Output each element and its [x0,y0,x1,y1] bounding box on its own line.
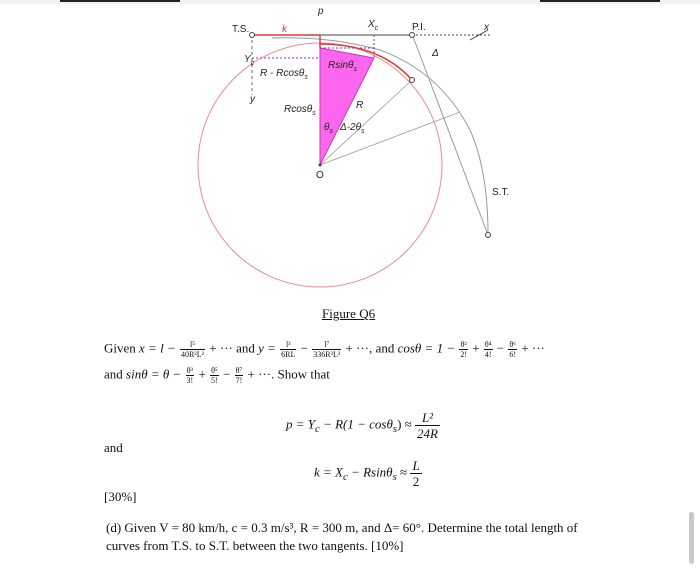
pi-point [410,33,415,38]
y-lhs: y = [258,340,276,356]
cos-lhs: cosθ = 1 − [397,340,456,356]
sc-point [410,78,415,83]
cos-fraction-2: $\frac{\text{θ⁴}}{4!}$ [484,340,492,359]
sin-fraction-1: $\frac{\text{θ³}}{3!}$ [186,366,194,385]
y-tail: + ···, and [345,340,395,356]
cos-tail: + ··· [521,340,545,356]
x-tail: + ··· and [209,340,255,356]
ts-point [250,33,255,38]
part-d-line-2: curves from T.S. to S.T. between the two tangents. [10%] [106,538,404,553]
part-d-line-1: (d) Given V = 80 km/h, c = 0.3 m/s³, R = 300 m, and Δ= 60°. Determine the total length of [106,520,578,535]
label-theta-s: $\theta_s$ [324,122,333,135]
sin-plus: + [198,366,206,382]
x-lhs: x = l − [139,340,176,356]
label-k: k [282,24,287,35]
and-sin: and [104,366,123,382]
transition-curve-path [272,38,488,235]
label-ts: T.S. [232,24,250,35]
sin-fraction-3: $\frac{\text{θ⁷}}{7!}$ [235,366,243,385]
given-line-2 [104,366,330,385]
y-minus: − [300,340,308,356]
equation-k: $k = X_c - Rsin\theta_s$ ≈ $\frac{L}{2}$ [314,458,420,489]
label-delta: Δ [432,48,439,59]
sin-minus: − [222,366,231,382]
cos-minus: − [496,340,505,356]
label-delta-minus: $\Delta-2\theta_s$ [340,122,365,135]
given-intro: Given [104,340,136,356]
cos-fraction-3: $\frac{\text{θ⁶}}{6!}$ [509,340,517,359]
sin-tail: + ···. Show that [247,366,330,382]
st-point [486,233,491,238]
label-p: p [318,6,324,17]
label-pi: P.I. [412,22,426,33]
sin-fraction-2: $\frac{\text{θ⁵}}{5!}$ [211,366,218,385]
figure-caption: Figure Q6 [322,306,376,321]
y-fraction-2: $\frac{\text{l⁷}}{\text{336R³L³}}$ [313,340,341,359]
equation-p: $p = Y_c - R(1 - \cos\theta_s)$ ≈ $\frac{\text{L²}}{24R}$ [286,410,438,441]
eq-p-fraction: $\frac{\text{L²}}{24R}$ [417,410,438,441]
marks-30: [30%] [104,489,137,504]
label-center-o: O [316,170,324,181]
y-fraction-1: $\frac{\text{l³}}{6RL}$ [281,340,296,359]
label-st: S.T. [492,187,510,198]
label-x: x [484,22,489,33]
cos-plus: + [472,340,480,356]
and-word: and [104,440,123,455]
label-rcos: Rcosθ$_s$ [284,104,316,117]
x-fraction: $\frac{\text{l⁵}}{\text{40R²L²}}$ [180,340,204,359]
sin-lhs: sinθ = θ − [126,366,182,382]
cos-fraction-1: $\frac{\text{θ²}}{2!}$ [460,340,468,359]
exit-tangent-line [412,34,488,235]
label-r: R [356,100,364,111]
label-y: y [250,94,255,105]
label-yc: $Y_c$ [244,54,255,67]
label-xc: $X_c$ [368,19,379,32]
label-r-minus-rcos: R - Rcosθ$_s$ [260,68,308,81]
label-rsin: Rsinθ$_s$ [328,60,357,73]
scrollbar-thumb[interactable] [689,512,694,564]
given-line-1 [104,340,545,359]
center-point [319,164,322,167]
eq-k-fraction: $\frac{L}{2}$ [412,458,420,489]
